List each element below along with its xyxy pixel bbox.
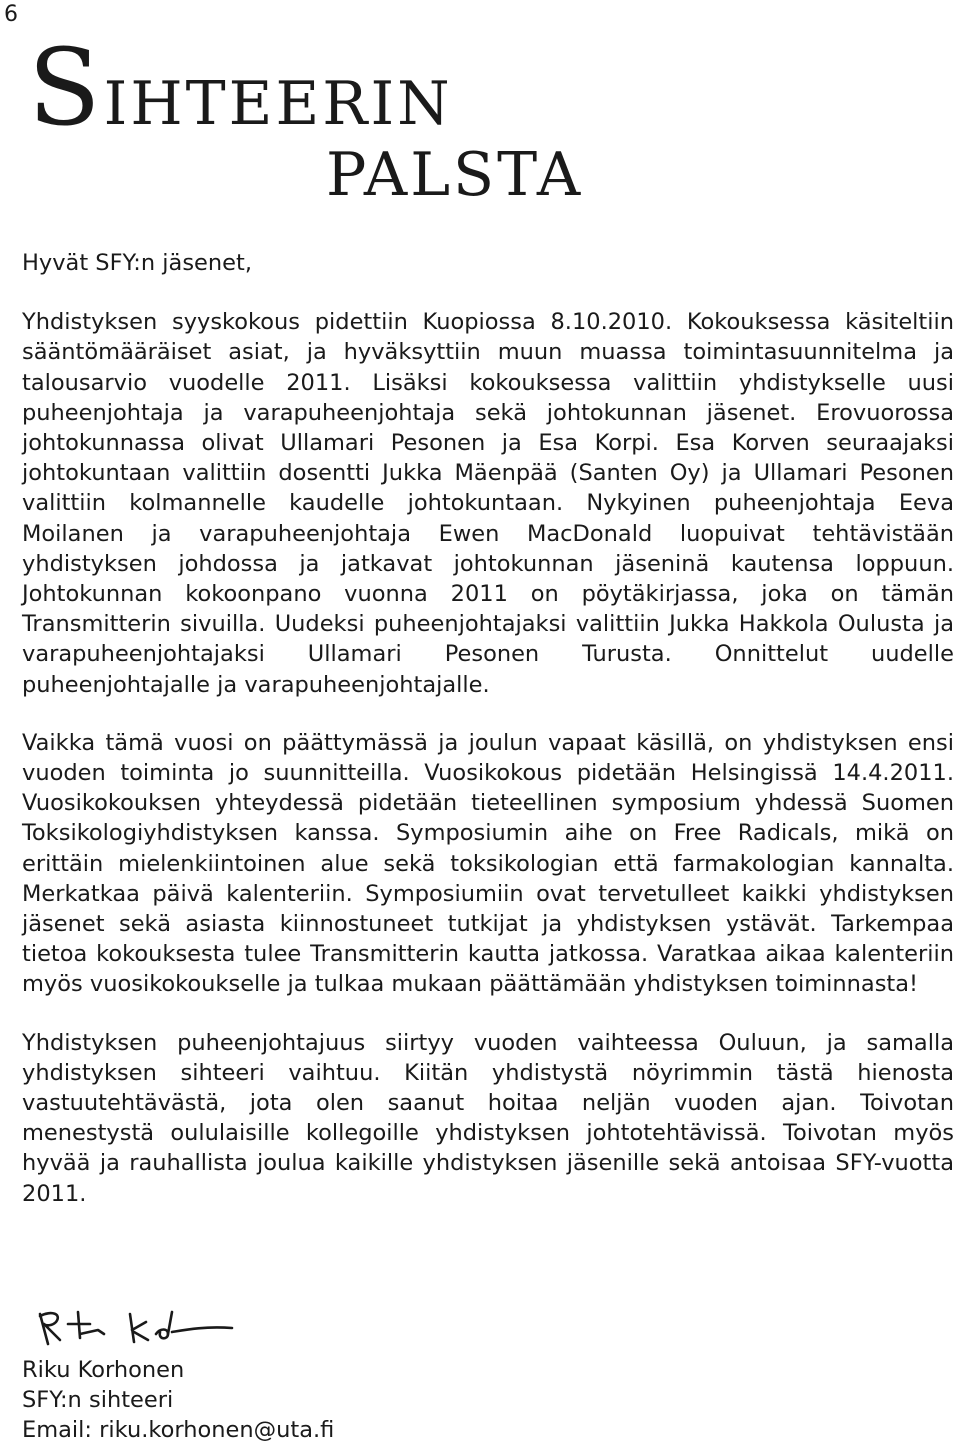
handwritten-signature <box>34 1304 244 1348</box>
title-line1-rest: IHTEERIN <box>103 69 453 139</box>
title-initial: S <box>28 26 104 149</box>
signer-email: Email: riku.korhonen@uta.fi <box>22 1417 335 1443</box>
signature-block <box>22 1355 334 1445</box>
signer-name: Riku Korhonen <box>22 1357 185 1383</box>
page-number: 6 <box>4 2 18 27</box>
paragraph-2: Vaikka tämä vuosi on päättymässä ja joulun vapaat käsillä, on yhdistyksen ensi vuoden toiminta jo suunnitteilla. Vuosikokous pidetään Helsingissä 14.4.2011. Vuosikokouksen yhteydessä pidetään tieteellinen symposium yhdessä Suomen Toksikologiyhdistyksen kanssa. Symposiumin aihe on Free Radicals, mikä on erittäin mielenkiintoinen alue sekä toksikologian että farmakologian kannalta. Merkatkaa päivä kalenteriin. Symposiumiin ovat tervetulleet kaikki yhdistyksen jäsenet sekä asiasta kiinnostuneet tutkijat ja yhdistyksen ystävät. Tarkempaa tietoa kokouksesta tulee Transmitterin kautta jatkossa. Varatkaa aikaa kalenteriin myös vuosikokoukselle ja tulkaa mukaan päättämään yhdistyksen toiminnasta! <box>22 729 954 998</box>
greeting: Hyvät SFY:n jäsenet, <box>22 250 252 276</box>
paragraph-1: Yhdistyksen syyskokous pidettiin Kuopiossa 8.10.2010. Kokouksessa käsiteltiin sääntömääräiset asiat, ja hyväksyttiin muun muassa toimintasuunnitelma ja talousarvio vuodelle 2011. Lisäksi kokouksessa valittiin yhdistykselle uusi puheenjohtaja ja varapuheenjohtaja sekä johtokunnan jäsenet. Erovuorossa johtokunnassa olivat Ullamari Pesonen ja Esa Korpi. Esa Korven seuraajaksi johtokuntaan valittiin dosentti Jukka Mäenpää (Santen Oy) ja Ullamari Pesonen valittiin kolmannelle kaudelle johtokuntaan. Nykyinen puheenjohtaja Eeva Moilanen ja varapuheenjohtaja Ewen MacDonald luopuivat tehtävistään yhdistyksen johdossa ja jatkavat johtokunnan jäseninä kautensa loppuun. Johtokunnan kokoonpano vuonna 2011 on pöytäkirjassa, joka on tämän Transmitterin sivuilla. Uudeksi puheenjohtajaksi valittiin Jukka Hakkola Oulusta ja varapuheenjohtajaksi Ullamari Pesonen Turusta. Onnittelut uudelle puheenjohtajalle ja varapuheenjohtajalle. <box>22 309 954 698</box>
page-title-line2: PALSTA <box>326 140 584 210</box>
article-body <box>22 248 954 1209</box>
paragraph-3: Yhdistyksen puheenjohtajuus siirtyy vuoden vaihteessa Ouluun, ja samalla yhdistyksen sihteeri vaihtuu. Kiitän yhdistystä nöyrimmin tästä hienosta vastuutehtävästä, jota olen saanut hoitaa neljän vuoden ajan. Toivotan menestystä oululaisille kollegoille yhdistyksen johtotehtävissä. Toivotan myös hyvää ja rauhallista joulua kaikille yhdistyksen jäsenille sekä antoisaa SFY-vuotta 2011. <box>22 1029 954 1207</box>
signer-role: SFY:n sihteeri <box>22 1387 174 1413</box>
page-title <box>28 26 453 154</box>
